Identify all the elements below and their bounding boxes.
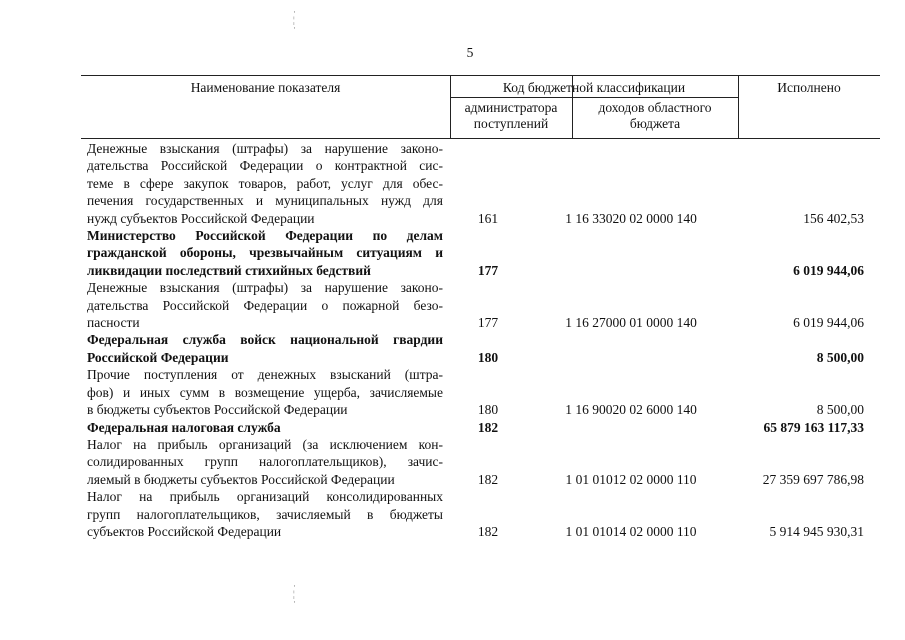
row-name-line: Налог на прибыль организаций консолидированных (87, 489, 443, 505)
header-code-group: Код бюджетной классификации (502, 80, 686, 95)
row-admin-code: 182 (477, 471, 499, 487)
row-admin-code: 161 (477, 210, 499, 226)
row-name-line: Министерство Российской Федерации по делам (87, 228, 443, 244)
row-name-line: теме в сфере закупок товаров, работ, услуг для обес- (87, 175, 443, 191)
row-name-line: групп налогоплательщиков, зачисляемый в бюджеты (87, 506, 443, 522)
header-admin (450, 100, 572, 132)
row-executed-value: 8 500,00 (816, 349, 864, 365)
table-row (87, 419, 864, 436)
margin-mark-bottom: · ¦ · (293, 581, 296, 607)
page-number: 5 (466, 45, 474, 60)
header-admin-line: администратора (464, 100, 558, 115)
row-executed-value: 27 359 697 786,98 (762, 471, 864, 487)
table-row (87, 279, 864, 331)
row-name-line: Налог на прибыль организаций (за исключением кон- (87, 436, 443, 452)
row-income-code: 1 16 33020 02 0000 140 (565, 210, 697, 226)
row-name (87, 227, 443, 279)
row-name-line: Прочие поступления от денежных взысканий (штра- (87, 367, 443, 383)
row-admin-code: 177 (477, 315, 499, 331)
row-name (87, 279, 443, 331)
row-name-line: пасности (87, 315, 140, 331)
row-executed-value: 156 402,53 (803, 210, 864, 226)
table-body (87, 140, 864, 540)
row-income-code: 1 16 27000 01 0000 140 (565, 315, 697, 331)
row-executed-value: 6 019 944,06 (793, 262, 864, 278)
row-name (87, 488, 443, 540)
table-row (87, 331, 864, 366)
row-income-code: 1 01 01012 02 0000 110 (565, 471, 697, 487)
row-name-line: Денежные взыскания (штрафы) за нарушение законо- (87, 280, 443, 296)
row-name-line: дательства Российской Федерации о пожарной безо- (87, 297, 443, 313)
row-name-line: печения государственных и муниципальных нужд для (87, 193, 443, 209)
row-name (87, 419, 443, 436)
header-income (572, 100, 738, 132)
row-executed-value: 5 914 945 930,31 (769, 523, 864, 539)
row-name-line: в бюджеты субъектов Российской Федерации (87, 402, 348, 418)
row-admin-code: 180 (477, 402, 499, 418)
table-row (87, 488, 864, 540)
row-name-line: ляемый в бюджеты субъектов Российской Федерации (87, 471, 395, 487)
header-income-line: доходов областного (598, 100, 712, 115)
row-name (87, 331, 443, 366)
row-income-code: 1 16 90020 02 6000 140 (565, 402, 697, 418)
table-row (87, 366, 864, 418)
row-executed-value: 6 019 944,06 (793, 315, 864, 331)
row-name-line: дательства Российской Федерации о контрактной сис- (87, 158, 443, 174)
row-name-line: фов) и иных сумм в возмещение ущерба, зачисляемые (87, 384, 443, 400)
row-name-line: субъектов Российской Федерации (87, 523, 282, 539)
row-admin-code: 182 (477, 419, 499, 435)
row-executed-value: 8 500,00 (816, 402, 864, 418)
row-name-line: Российской Федерации (87, 349, 229, 365)
header-name: Наименование показателя (190, 80, 341, 95)
row-name (87, 140, 443, 227)
table-row (87, 140, 864, 227)
row-name-line: Федеральная служба войск национальной гвардии (87, 332, 443, 348)
row-income-code: 1 01 01014 02 0000 110 (565, 523, 697, 539)
row-name (87, 436, 443, 488)
row-admin-code: 182 (477, 523, 499, 539)
row-name-line: гражданской обороны, чрезвычайным ситуациям и (87, 245, 443, 261)
header-executed: Исполнено (777, 80, 841, 95)
row-admin-code: 177 (477, 262, 499, 278)
header-admin-line: поступлений (473, 116, 549, 131)
header-income-line: бюджета (629, 116, 681, 131)
table-row (87, 227, 864, 279)
table-header (81, 75, 880, 139)
row-name (87, 366, 443, 418)
table-row (87, 436, 864, 488)
row-name-line: ликвидации последствий стихийных бедствий (87, 262, 371, 278)
row-name-line: Федеральная налоговая служба (87, 419, 281, 435)
row-name-line: солидированных групп налогоплательщиков), зачис- (87, 454, 443, 470)
margin-mark-top: · ¦ · (293, 7, 296, 33)
row-name-line: нужд субъектов Российской Федерации (87, 210, 315, 226)
header-subdivider (450, 97, 738, 98)
row-name-line: Денежные взыскания (штрафы) за нарушение законо- (87, 141, 443, 156)
row-admin-code: 180 (477, 349, 499, 365)
row-executed-value: 65 879 163 117,33 (763, 419, 864, 435)
